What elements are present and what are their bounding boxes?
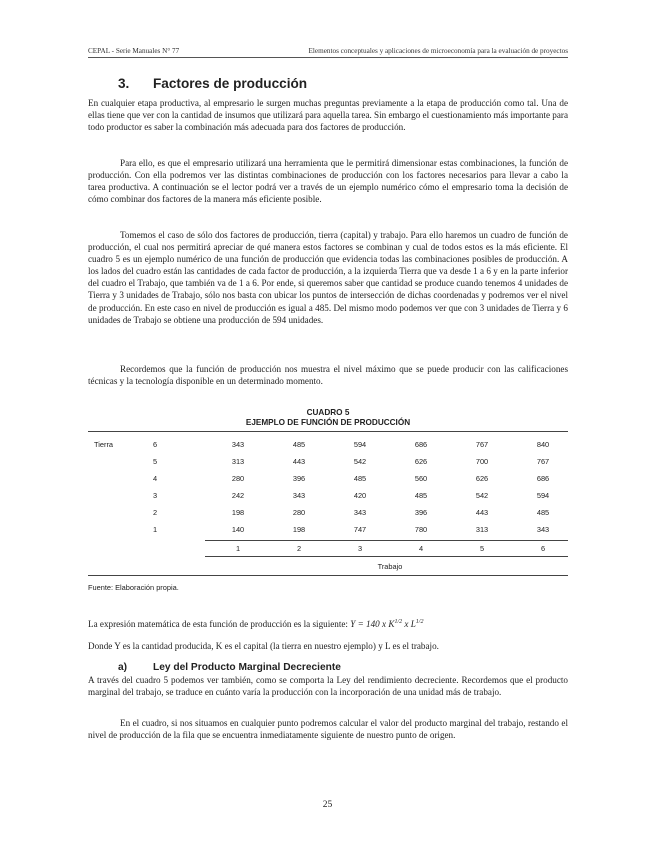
page-number: 25 (322, 800, 333, 810)
paragraph-1: En cualquier etapa productiva, al empresario le surgen muchas preguntas previamente a la etapa de producción como tal. Una de ellas tiene que ver con la cantidad de insumos que utilizará para aquella tarea. Sin embargo el cuestionamiento más importante para todo productor es saber la combinación más adecuada para dos factores de producción. (88, 98, 568, 133)
table-cell: 343 (536, 525, 550, 534)
trabajo-value: 3 (357, 544, 363, 553)
paragraph-2: Para ello, es que el empresario utilizará una herramienta que le permitirá dimensionar estas combinaciones, la función de producción. Con ella podremos ver las distintas combinaciones de producción con los factores necesarios para llevar a cabo la tarea productiva. A continuación se el lector podrá ver a través de un ejemplo numérico cómo el empresario toma la decisión de cómo combinar dos factores de la manera más eficiente posible. (88, 158, 568, 205)
formula-y-k: Y = 140 x K (350, 619, 395, 630)
table-cell: 767 (536, 457, 550, 466)
sub-paragraph-1: A través del cuadro 5 podemos ver también, como se comporta la Ley del rendimiento decreciente. Recordemos que el producto marginal del trabajo, se traduce en cuánto varía la producción con la incorporación de una unidad más de trabajo. (88, 675, 568, 698)
table-cell: 626 (475, 474, 489, 483)
table-cell: 443 (475, 508, 489, 517)
table-cell: 396 (414, 508, 428, 517)
formula-l: x L (402, 619, 416, 630)
table-cell: 280 (292, 508, 306, 517)
table-cell: 747 (353, 525, 367, 534)
table-cell: 343 (292, 491, 306, 500)
formula-k-exponent: 1/2 (394, 619, 403, 625)
tierra-value: 4 (152, 474, 158, 483)
table-cell: 560 (414, 474, 428, 483)
table-source: Fuente: Elaboración propia. (88, 583, 179, 592)
table-cell: 686 (414, 440, 428, 449)
tierra-value: 1 (152, 525, 158, 534)
table-cell: 313 (475, 525, 489, 534)
table-cell: 485 (536, 508, 550, 517)
table-bottom-rule (88, 575, 568, 576)
trabajo-value: 1 (235, 544, 241, 553)
table-cell: 542 (353, 457, 367, 466)
table-cell: 313 (231, 457, 245, 466)
tierra-value: 2 (152, 508, 158, 517)
table-cell: 700 (475, 457, 489, 466)
table-cell: 594 (353, 440, 367, 449)
subsection-number: a) (118, 662, 128, 673)
trabajo-value: 2 (296, 544, 302, 553)
formula-l-exponent: 1/2 (415, 619, 424, 625)
table-cell: 485 (353, 474, 367, 483)
table-cell: 140 (231, 525, 245, 534)
trabajo-value: 4 (418, 544, 424, 553)
trabajo-value: 5 (479, 544, 485, 553)
paragraph-3: Tomemos el caso de sólo dos factores de producción, tierra (capital) y trabajo. Para ello haremos un cuadro de función de producción, el cual nos permitirá apreciar de qué manera estos factores se combinan y cual de todos estos es la más eficiente. El cuadro 5 es un ejemplo numérico de una función de producción que evidencia todas las combinaciones posibles de producción. A los lados del cuadro están las cantidades de cada factor de producción, a la izquierda Tierra que va desde 1 a 6 y en la parte inferior del cuadro el Trabajo, que también va de 1 a 6. Por ende, si queremos saber que cantidad se produce cuando tenemos 4 unidades de Tierra y 3 unidades de Trabajo, sólo nos basta con ubicar los puntos de intersección de dichas coordenadas y podremos ver el nivel de producción. En este caso en nivel de producción es igual a 485. Del mismo modo podemos ver que con 3 unidades de Tierra y 6 unidades de Trabajo se obtiene una producción de 594 unidades. (88, 230, 568, 325)
table-cell: 420 (353, 491, 367, 500)
formula-intro: La expresión matemática de esta función de producción es la siguiente: (88, 619, 351, 630)
definition-line: Donde Y es la cantidad producida, K es el capital (la tierra en nuestro ejemplo) y L es el trabajo. (88, 641, 439, 651)
section-title: Factores de producción (153, 76, 308, 91)
trabajo-value: 6 (540, 544, 546, 553)
tierra-value: 6 (152, 440, 158, 449)
table-cell: 780 (414, 525, 428, 534)
header-series: CEPAL - Serie Manuales N° 77 (88, 47, 180, 55)
table-cell: 280 (231, 474, 245, 483)
tierra-value: 3 (152, 491, 158, 500)
table-cell: 198 (292, 525, 306, 534)
row-axis-label: Tierra (94, 440, 114, 449)
table-cell: 485 (414, 491, 428, 500)
table-cell: 767 (475, 440, 489, 449)
table-caption-number: CUADRO 5 (306, 408, 350, 417)
formula (350, 619, 423, 629)
table-cell: 840 (536, 440, 550, 449)
table-cell: 485 (292, 440, 306, 449)
tierra-value: 5 (152, 457, 158, 466)
table-cell: 686 (536, 474, 550, 483)
paragraph-4: Recordemos que la función de producción nos muestra el nivel máximo que se puede producir con las calificaciones técnicas y la tecnología disponible en un determinado momento. (88, 364, 568, 387)
table-cell: 396 (292, 474, 306, 483)
table-cell: 443 (292, 457, 306, 466)
table-cell: 542 (475, 491, 489, 500)
table-cell: 594 (536, 491, 550, 500)
sub-paragraph-2: En el cuadro, si nos situamos en cualquier punto podremos calcular el valor del producto marginal del trabajo, restando el nivel de producción de la fila que se encuentra inmediatamente siguiente de nuestro punto de origen. (88, 718, 568, 741)
table-caption-title: EJEMPLO DE FUNCIÓN DE PRODUCCIÓN (245, 418, 411, 427)
col-axis-label: Trabajo (377, 562, 403, 571)
table-cell: 343 (231, 440, 245, 449)
table-cell: 198 (231, 508, 245, 517)
formula-line (88, 616, 568, 630)
subsection-heading (118, 662, 341, 673)
subsection-title: Ley del Producto Marginal Decreciente (153, 662, 341, 673)
trabajo-label-rule (205, 556, 568, 557)
table-cell: 343 (353, 508, 367, 517)
trabajo-axis-rule (205, 540, 568, 541)
section-number: 3. (118, 76, 130, 91)
table-cell: 242 (231, 491, 245, 500)
table-cell: 626 (414, 457, 428, 466)
header-book-title: Elementos conceptuales y aplicaciones de microeconomía para la evaluación de proyectos (308, 47, 568, 55)
